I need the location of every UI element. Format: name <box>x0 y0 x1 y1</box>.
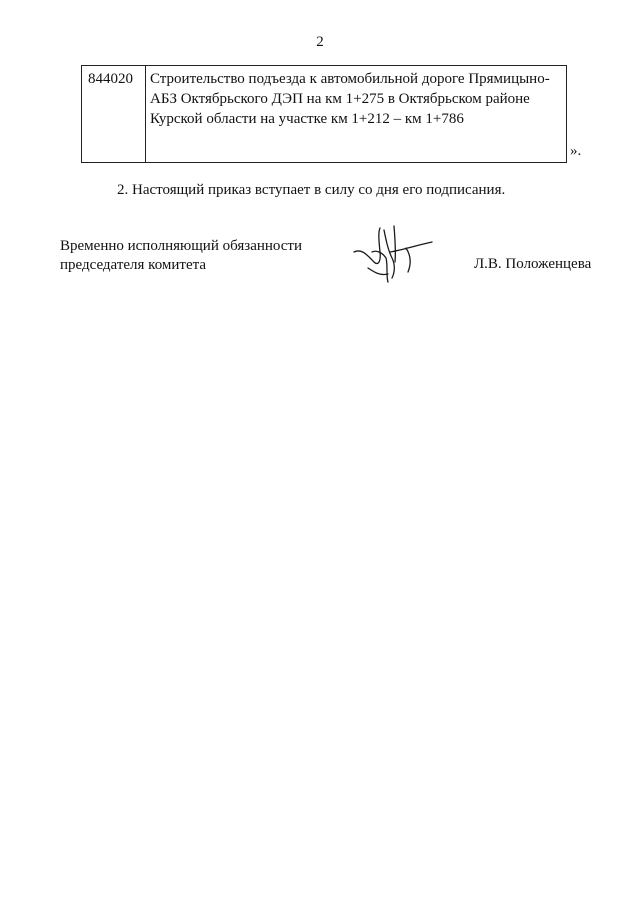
order-paragraph-2: 2. Настоящий приказ вступает в силу со дня его подписания. <box>117 182 506 198</box>
description-line: Курской области на участке км 1+212 – км 1+786 <box>150 111 464 127</box>
signer-title-line: Временно исполняющий обязанности <box>60 238 303 254</box>
signer-title-line: председателя комитета <box>60 257 207 273</box>
handwritten-signature <box>348 222 438 284</box>
closing-quote: ». <box>570 143 582 159</box>
description-line: Строительство подъезда к автомобильной дороге Прямицыно- <box>150 71 550 87</box>
description-line: АБЗ Октябрьского ДЭП на км 1+275 в Октябрьском районе <box>150 91 530 107</box>
signer-name: Л.В. Положенцева <box>474 256 592 272</box>
object-table <box>81 65 567 163</box>
object-description-cell <box>146 66 566 162</box>
page-number: 2 <box>316 34 324 50</box>
object-code-cell: 844020 <box>82 66 146 162</box>
signer-title <box>60 237 302 275</box>
